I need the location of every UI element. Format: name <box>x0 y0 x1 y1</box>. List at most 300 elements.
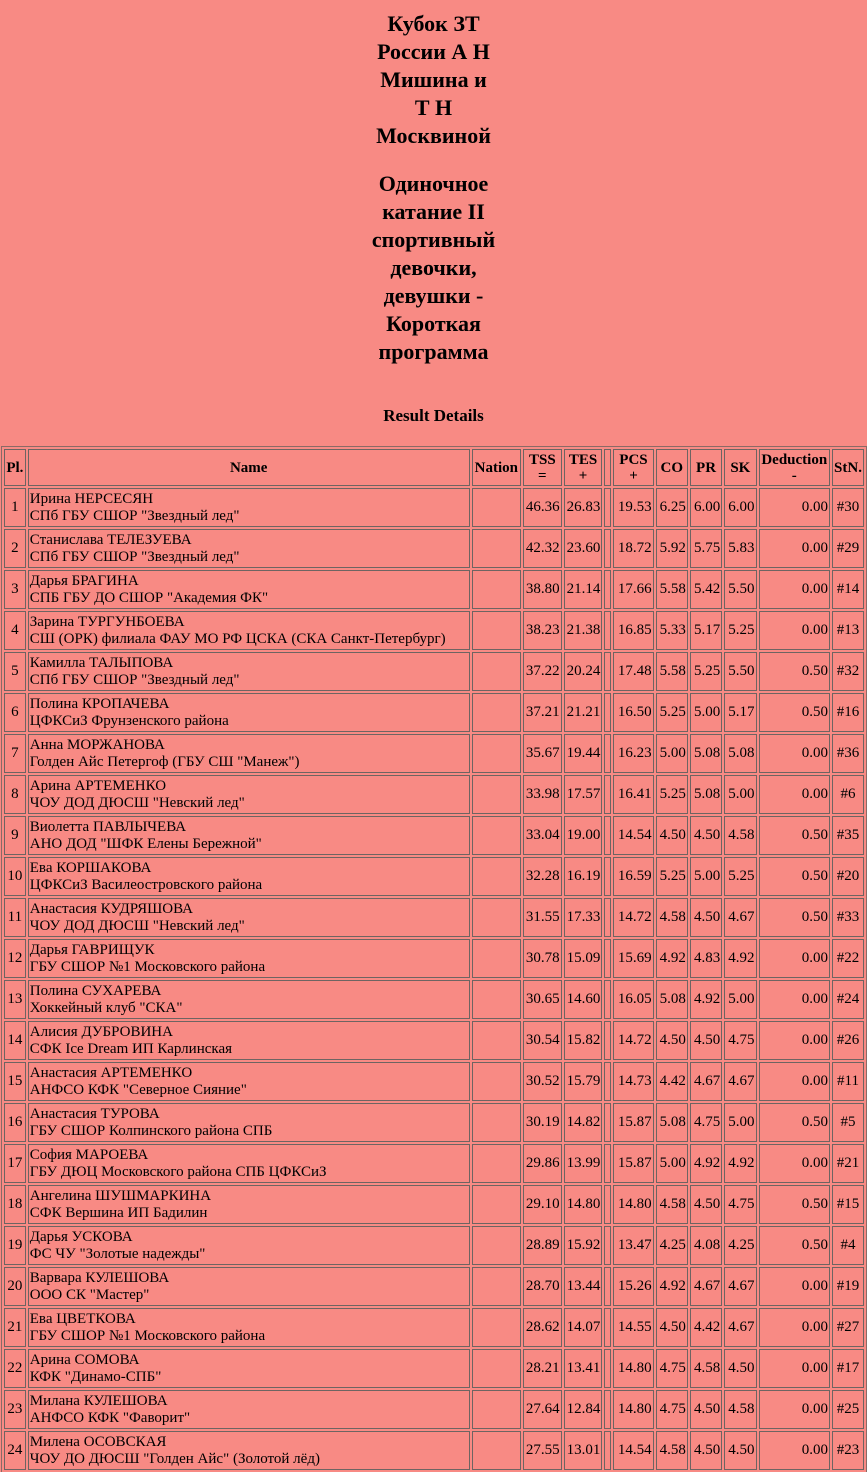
segment-title-line: Короткая <box>386 311 481 336</box>
col-header-tss-sub: = <box>538 467 547 484</box>
skater-cell <box>28 1144 470 1183</box>
spacer-cell <box>604 611 611 650</box>
co-cell: 4.58 <box>656 1185 688 1224</box>
col-header-deduction-sub: - <box>791 467 797 484</box>
col-header-deduction <box>759 449 830 486</box>
skater-cell <box>28 1103 470 1142</box>
deduction-cell: 0.50 <box>759 652 830 691</box>
skater-cell <box>28 1185 470 1224</box>
tes-cell: 21.38 <box>564 611 603 650</box>
place-cell: 7 <box>4 734 26 773</box>
sk-cell: 5.17 <box>724 693 756 732</box>
skater-name: Дарья ГАВРИЩУК <box>29 941 155 958</box>
tss-cell: 42.32 <box>523 529 562 568</box>
tes-cell: 12.84 <box>564 1390 603 1429</box>
deduction-cell: 0.00 <box>759 734 830 773</box>
pcs-cell: 17.48 <box>613 652 653 691</box>
start-number-cell: #21 <box>832 1144 864 1183</box>
co-cell: 4.92 <box>656 1267 688 1306</box>
table-row <box>4 939 864 978</box>
event-title-line: Мишина и <box>380 67 487 92</box>
pcs-cell: 17.66 <box>613 570 653 609</box>
table-row <box>4 1103 864 1142</box>
co-cell: 4.25 <box>656 1226 688 1265</box>
skater-name: Полина КРОПАЧЕВА <box>29 695 170 712</box>
co-cell: 4.50 <box>656 1021 688 1060</box>
pcs-cell: 14.72 <box>613 1021 653 1060</box>
place-cell: 15 <box>4 1062 26 1101</box>
table-row <box>4 1021 864 1060</box>
tss-cell: 28.21 <box>523 1349 562 1388</box>
deduction-cell: 0.50 <box>759 693 830 732</box>
co-cell: 4.50 <box>656 816 688 855</box>
deduction-cell: 0.00 <box>759 980 830 1019</box>
deduction-cell: 0.00 <box>759 939 830 978</box>
skater-cell <box>28 611 470 650</box>
pcs-cell: 14.80 <box>613 1349 653 1388</box>
pr-cell: 4.92 <box>690 1144 722 1183</box>
pcs-cell: 16.05 <box>613 980 653 1019</box>
heading-block <box>334 10 534 366</box>
sk-cell: 5.50 <box>724 570 756 609</box>
skater-club: АНО ДОД "ШФК Елены Бережной" <box>29 835 262 852</box>
table-row <box>4 652 864 691</box>
table-row <box>4 898 864 937</box>
skater-club: СПБ ГБУ ДО СШОР "Академия ФК" <box>29 589 269 606</box>
tss-cell: 38.23 <box>523 611 562 650</box>
nation-cell <box>472 1062 521 1101</box>
nation-cell <box>472 898 521 937</box>
pr-cell: 4.58 <box>690 1349 722 1388</box>
table-row <box>4 816 864 855</box>
table-row <box>4 1144 864 1183</box>
spacer-cell <box>604 857 611 896</box>
skater-club: ГБУ СШОР Колпинского района СПБ <box>29 1122 273 1139</box>
tss-cell: 29.10 <box>523 1185 562 1224</box>
deduction-cell: 0.00 <box>759 775 830 814</box>
place-cell: 11 <box>4 898 26 937</box>
skater-cell <box>28 1349 470 1388</box>
skater-name: Алисия ДУБРОВИНА <box>29 1023 173 1040</box>
event-title-line: Т Н <box>414 95 453 120</box>
spacer-cell <box>604 488 611 527</box>
spacer-cell <box>604 1431 611 1470</box>
col-header-co: CO <box>656 449 688 486</box>
start-number-cell: #25 <box>832 1390 864 1429</box>
skater-cell <box>28 1431 470 1470</box>
pr-cell: 4.92 <box>690 980 722 1019</box>
tes-cell: 17.57 <box>564 775 603 814</box>
sk-cell: 4.50 <box>724 1431 756 1470</box>
start-number-cell: #30 <box>832 488 864 527</box>
deduction-cell: 0.50 <box>759 898 830 937</box>
nation-cell <box>472 980 521 1019</box>
skater-club: СПб ГБУ СШОР "Звездный лед" <box>29 507 240 524</box>
sk-cell: 4.67 <box>724 1267 756 1306</box>
deduction-cell: 0.00 <box>759 1308 830 1347</box>
sk-cell: 4.75 <box>724 1185 756 1224</box>
deduction-cell: 0.00 <box>759 611 830 650</box>
nation-cell <box>472 652 521 691</box>
place-cell: 21 <box>4 1308 26 1347</box>
sk-cell: 4.25 <box>724 1226 756 1265</box>
col-header-tss-label: TSS <box>528 451 556 468</box>
spacer-cell <box>604 1308 611 1347</box>
segment-title-line: девушки - <box>383 283 484 308</box>
spacer-cell <box>604 734 611 773</box>
spacer-cell <box>604 693 611 732</box>
col-header-start-number: StN. <box>832 449 864 486</box>
deduction-cell: 0.50 <box>759 816 830 855</box>
skater-name: Анна МОРЖАНОВА <box>29 736 165 753</box>
pcs-cell: 14.72 <box>613 898 653 937</box>
sk-cell: 5.00 <box>724 775 756 814</box>
skater-club: ЧОУ ДОД ДЮСШ "Невский лед" <box>29 794 245 811</box>
tss-cell: 28.70 <box>523 1267 562 1306</box>
skater-name: Анастасия ТУРОВА <box>29 1105 160 1122</box>
tss-cell: 33.98 <box>523 775 562 814</box>
col-header-pcs <box>613 449 653 486</box>
skater-cell <box>28 529 470 568</box>
start-number-cell: #14 <box>832 570 864 609</box>
sk-cell: 5.00 <box>724 1103 756 1142</box>
start-number-cell: #15 <box>832 1185 864 1224</box>
skater-cell <box>28 1267 470 1306</box>
skater-club: Хоккейный клуб "СКА" <box>29 999 183 1016</box>
nation-cell <box>472 1349 521 1388</box>
skater-cell <box>28 775 470 814</box>
table-row <box>4 1349 864 1388</box>
pcs-cell: 16.85 <box>613 611 653 650</box>
pr-cell: 4.50 <box>690 816 722 855</box>
skater-club: ЧОУ ДО ДЮСШ "Голден Айс" (Золотой лёд) <box>29 1450 320 1467</box>
tss-cell: 30.65 <box>523 980 562 1019</box>
pr-cell: 6.00 <box>690 488 722 527</box>
pr-cell: 4.67 <box>690 1062 722 1101</box>
place-cell: 23 <box>4 1390 26 1429</box>
pr-cell: 5.00 <box>690 693 722 732</box>
tes-cell: 21.21 <box>564 693 603 732</box>
start-number-cell: #23 <box>832 1431 864 1470</box>
tes-cell: 15.92 <box>564 1226 603 1265</box>
table-row <box>4 693 864 732</box>
deduction-cell: 0.50 <box>759 1185 830 1224</box>
deduction-cell: 0.00 <box>759 1144 830 1183</box>
tss-cell: 37.22 <box>523 652 562 691</box>
spacer-cell <box>604 1390 611 1429</box>
skater-name: Милана КУЛЕШОВА <box>29 1392 168 1409</box>
col-header-place: Pl. <box>4 449 26 486</box>
deduction-cell: 0.00 <box>759 1349 830 1388</box>
pcs-cell: 14.54 <box>613 816 653 855</box>
skater-name: Дарья БРАГИНА <box>29 572 139 589</box>
skater-name: Полина СУХАРЕВА <box>29 982 162 999</box>
skater-club: СПб ГБУ СШОР "Звездный лед" <box>29 548 240 565</box>
co-cell: 4.75 <box>656 1349 688 1388</box>
deduction-cell: 0.50 <box>759 857 830 896</box>
start-number-cell: #16 <box>832 693 864 732</box>
tes-cell: 15.09 <box>564 939 603 978</box>
skater-club: ООО СК "Мастер" <box>29 1286 150 1303</box>
start-number-cell: #6 <box>832 775 864 814</box>
results-table <box>1 446 867 1472</box>
skater-name: Анастасия АРТЕМЕНКО <box>29 1064 193 1081</box>
pr-cell: 5.42 <box>690 570 722 609</box>
co-cell: 5.33 <box>656 611 688 650</box>
nation-cell <box>472 1267 521 1306</box>
pcs-cell: 15.87 <box>613 1144 653 1183</box>
deduction-cell: 0.00 <box>759 570 830 609</box>
pcs-cell: 19.53 <box>613 488 653 527</box>
skater-name: Милена ОСОВСКАЯ <box>29 1433 167 1450</box>
nation-cell <box>472 1226 521 1265</box>
place-cell: 4 <box>4 611 26 650</box>
nation-cell <box>472 1021 521 1060</box>
place-cell: 19 <box>4 1226 26 1265</box>
skater-name: Ева КОРШАКОВА <box>29 859 152 876</box>
co-cell: 5.08 <box>656 1103 688 1142</box>
place-cell: 1 <box>4 488 26 527</box>
skater-club: АНФСО КФК "Северное Сияние" <box>29 1081 247 1098</box>
spacer-cell <box>604 1062 611 1101</box>
place-cell: 12 <box>4 939 26 978</box>
spacer-cell <box>604 1103 611 1142</box>
place-cell: 16 <box>4 1103 26 1142</box>
table-row <box>4 1226 864 1265</box>
tss-cell: 31.55 <box>523 898 562 937</box>
start-number-cell: #11 <box>832 1062 864 1101</box>
start-number-cell: #4 <box>832 1226 864 1265</box>
skater-cell <box>28 1390 470 1429</box>
skater-name: Ирина НЕРСЕСЯН <box>29 490 154 507</box>
skater-name: Варвара КУЛЕШОВА <box>29 1269 170 1286</box>
tss-cell: 30.78 <box>523 939 562 978</box>
tss-cell: 35.67 <box>523 734 562 773</box>
nation-cell <box>472 775 521 814</box>
pcs-cell: 15.69 <box>613 939 653 978</box>
skater-cell <box>28 1062 470 1101</box>
tss-cell: 28.62 <box>523 1308 562 1347</box>
event-title-line: России А Н <box>377 39 490 64</box>
deduction-cell: 0.00 <box>759 529 830 568</box>
place-cell: 9 <box>4 816 26 855</box>
tss-cell: 46.36 <box>523 488 562 527</box>
skater-cell <box>28 939 470 978</box>
results-body <box>4 488 864 1470</box>
skater-cell <box>28 570 470 609</box>
sk-cell: 5.25 <box>724 857 756 896</box>
tss-cell: 27.64 <box>523 1390 562 1429</box>
pcs-cell: 13.47 <box>613 1226 653 1265</box>
co-cell: 5.25 <box>656 857 688 896</box>
skater-name: Зарина ТУРГУНБОЕВА <box>29 613 185 630</box>
col-header-sk: SK <box>724 449 756 486</box>
tss-cell: 30.52 <box>523 1062 562 1101</box>
co-cell: 4.58 <box>656 898 688 937</box>
col-header-tes <box>564 449 603 486</box>
co-cell: 6.25 <box>656 488 688 527</box>
skater-cell <box>28 816 470 855</box>
pr-cell: 4.50 <box>690 1431 722 1470</box>
start-number-cell: #22 <box>832 939 864 978</box>
spacer-cell <box>604 1267 611 1306</box>
nation-cell <box>472 529 521 568</box>
spacer-cell <box>604 775 611 814</box>
skater-club: ЦФКСиЗ Фрунзенского района <box>29 712 229 729</box>
tes-cell: 16.19 <box>564 857 603 896</box>
pr-cell: 5.75 <box>690 529 722 568</box>
nation-cell <box>472 488 521 527</box>
skater-name: Станислава ТЕЛЕЗУЕВА <box>29 531 192 548</box>
tss-cell: 37.21 <box>523 693 562 732</box>
skater-name: София МАРОЕВА <box>29 1146 149 1163</box>
pr-cell: 4.83 <box>690 939 722 978</box>
pcs-cell: 15.87 <box>613 1103 653 1142</box>
co-cell: 5.58 <box>656 570 688 609</box>
spacer-cell <box>604 898 611 937</box>
skater-club: СФК Вершина ИП Бадилин <box>29 1204 208 1221</box>
event-title-line: Кубок ЗТ <box>387 11 480 36</box>
spacer-cell <box>604 1021 611 1060</box>
tss-cell: 30.54 <box>523 1021 562 1060</box>
segment-title <box>334 170 534 366</box>
deduction-cell: 0.00 <box>759 1062 830 1101</box>
place-cell: 2 <box>4 529 26 568</box>
tes-cell: 13.01 <box>564 1431 603 1470</box>
skater-club: СПб ГБУ СШОР "Звездный лед" <box>29 671 240 688</box>
start-number-cell: #5 <box>832 1103 864 1142</box>
place-cell: 14 <box>4 1021 26 1060</box>
table-row <box>4 488 864 527</box>
table-row <box>4 1185 864 1224</box>
tes-cell: 14.07 <box>564 1308 603 1347</box>
segment-title-line: Одиночное <box>378 171 489 196</box>
table-row <box>4 857 864 896</box>
deduction-cell: 0.00 <box>759 1267 830 1306</box>
table-row <box>4 775 864 814</box>
nation-cell <box>472 693 521 732</box>
sk-cell: 4.92 <box>724 939 756 978</box>
event-title-line: Москвиной <box>376 123 491 148</box>
col-header-tes-sub: + <box>578 467 588 484</box>
nation-cell <box>472 1103 521 1142</box>
pr-cell: 5.25 <box>690 652 722 691</box>
start-number-cell: #13 <box>832 611 864 650</box>
pcs-cell: 14.54 <box>613 1431 653 1470</box>
col-header-nation: Nation <box>472 449 521 486</box>
col-header-deduction-label: Deduction <box>761 451 828 468</box>
segment-title-line: катание II <box>382 199 485 224</box>
nation-cell <box>472 1144 521 1183</box>
col-header-pcs-label: PCS <box>619 451 648 468</box>
table-row <box>4 980 864 1019</box>
deduction-cell: 0.00 <box>759 1021 830 1060</box>
spacer-cell <box>604 939 611 978</box>
pcs-cell: 14.73 <box>613 1062 653 1101</box>
co-cell: 4.92 <box>656 939 688 978</box>
event-title <box>334 10 534 150</box>
co-cell: 5.58 <box>656 652 688 691</box>
sk-cell: 5.08 <box>724 734 756 773</box>
sk-cell: 4.92 <box>724 1144 756 1183</box>
tss-cell: 33.04 <box>523 816 562 855</box>
spacer-cell <box>604 1185 611 1224</box>
spacer-cell <box>604 529 611 568</box>
skater-club: ФС ЧУ "Золотые надежды" <box>29 1245 206 1262</box>
spacer-cell <box>604 1226 611 1265</box>
table-row <box>4 611 864 650</box>
pcs-cell: 14.55 <box>613 1308 653 1347</box>
sk-cell: 5.25 <box>724 611 756 650</box>
skater-cell <box>28 1021 470 1060</box>
place-cell: 10 <box>4 857 26 896</box>
place-cell: 17 <box>4 1144 26 1183</box>
skater-club: АНФСО КФК "Фаворит" <box>29 1409 191 1426</box>
pcs-cell: 15.26 <box>613 1267 653 1306</box>
pcs-cell: 16.50 <box>613 693 653 732</box>
start-number-cell: #29 <box>832 529 864 568</box>
skater-cell <box>28 980 470 1019</box>
skater-cell <box>28 488 470 527</box>
skater-club: КФК "Динамо-СПБ" <box>29 1368 162 1385</box>
tes-cell: 20.24 <box>564 652 603 691</box>
col-header-tss <box>523 449 562 486</box>
tes-cell: 14.82 <box>564 1103 603 1142</box>
place-cell: 22 <box>4 1349 26 1388</box>
skater-name: Арина СОМОВА <box>29 1351 140 1368</box>
place-cell: 8 <box>4 775 26 814</box>
place-cell: 20 <box>4 1267 26 1306</box>
tes-cell: 26.83 <box>564 488 603 527</box>
pr-cell: 4.08 <box>690 1226 722 1265</box>
tes-cell: 14.60 <box>564 980 603 1019</box>
deduction-cell: 0.00 <box>759 1431 830 1470</box>
result-details-heading: Result Details <box>383 406 484 425</box>
pr-cell: 5.00 <box>690 857 722 896</box>
table-row <box>4 734 864 773</box>
tes-cell: 21.14 <box>564 570 603 609</box>
pr-cell: 4.50 <box>690 1390 722 1429</box>
skater-club: СФК Ice Dream ИП Карлинская <box>29 1040 232 1057</box>
table-row <box>4 1062 864 1101</box>
skater-club: Голден Айс Петергоф (ГБУ СШ "Манеж") <box>29 753 300 770</box>
col-header-spacer <box>604 449 611 486</box>
skater-name: Камилла ТАЛЫПОВА <box>29 654 174 671</box>
pr-cell: 4.42 <box>690 1308 722 1347</box>
pcs-cell: 16.41 <box>613 775 653 814</box>
start-number-cell: #36 <box>832 734 864 773</box>
sk-cell: 5.83 <box>724 529 756 568</box>
skater-club: ГБУ СШОР №1 Московского района <box>29 958 266 975</box>
tes-cell: 13.41 <box>564 1349 603 1388</box>
nation-cell <box>472 816 521 855</box>
skater-club: ГБУ ДЮЦ Московского района СПБ ЦФКСиЗ <box>29 1163 327 1180</box>
spacer-cell <box>604 652 611 691</box>
pr-cell: 5.08 <box>690 734 722 773</box>
co-cell: 4.42 <box>656 1062 688 1101</box>
skater-name: Ангелина ШУШМАРКИНА <box>29 1187 212 1204</box>
table-row <box>4 1390 864 1429</box>
co-cell: 5.92 <box>656 529 688 568</box>
tes-cell: 23.60 <box>564 529 603 568</box>
segment-title-line: программа <box>378 339 489 364</box>
tes-cell: 13.99 <box>564 1144 603 1183</box>
co-cell: 5.25 <box>656 693 688 732</box>
skater-cell <box>28 734 470 773</box>
col-header-name: Name <box>28 449 470 486</box>
place-cell: 24 <box>4 1431 26 1470</box>
tes-cell: 15.82 <box>564 1021 603 1060</box>
